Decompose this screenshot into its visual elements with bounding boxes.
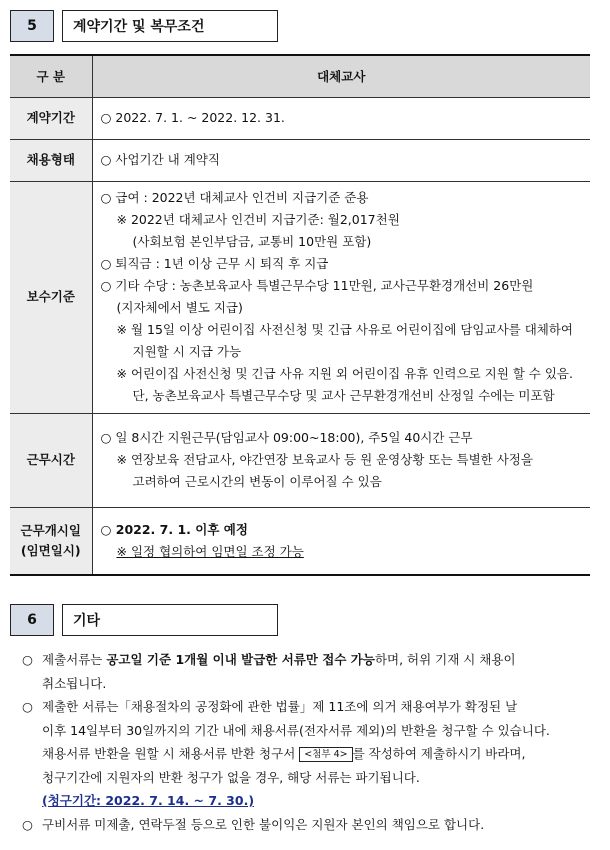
section-6-title: 기타: [62, 604, 278, 636]
row-label-start: 근무개시일: [20, 522, 81, 538]
note-item: [22, 813, 597, 837]
row-label-employment: 채용형태: [10, 139, 92, 181]
note-text: 하며, 허위 기재 시 채용이: [374, 652, 516, 667]
row-start-date: [10, 507, 590, 575]
row-contract-period: [10, 97, 590, 139]
header-category: 구 분: [10, 55, 92, 97]
pay-line: 지원할 시 지급 가능: [132, 344, 242, 359]
circle-bullet-icon: ○: [22, 816, 33, 832]
pay-line: 단, 농촌보육교사 특별근무수당 및 교사 근무환경개선비 산정일 수에는 미포함: [132, 388, 555, 403]
header-value: 대체교사: [92, 55, 590, 97]
hours-line: ※ 연장보육 전담교사, 야간연장 보육교사 등 원 운영상황 또는 특별한 사정을: [116, 452, 533, 467]
note-text: 채용서류 반환을 원할 시 채용서류 반환 청구서: [42, 746, 300, 761]
other-notes: [22, 648, 597, 836]
section-6-header: [10, 604, 278, 636]
conditions-table: [10, 54, 590, 576]
row-label-start-sub: (임면일시): [20, 542, 81, 558]
table-header-row: [10, 55, 590, 97]
note-text: 청구기간에 지원자의 반환 청구가 없을 경우, 해당 서류는 파기됩니다.: [42, 769, 420, 785]
section-5-number: 5: [10, 10, 54, 42]
start-line: ○ 2022. 7. 1. 이후 예정: [100, 521, 248, 537]
note-text: 제출서류는: [42, 652, 107, 667]
pay-line: ○ 퇴직금 : 1년 이상 근무 시 퇴직 후 지급: [100, 256, 329, 271]
circle-bullet-icon: ○: [22, 699, 33, 714]
note-item: [22, 648, 597, 695]
start-note: ※ 일정 협의하여 임면일 조정 가능: [116, 543, 304, 559]
pay-line: ○ 급여 : 2022년 대체교사 인건비 지급기준 준용: [100, 190, 369, 205]
note-text: 취소됩니다.: [42, 675, 107, 691]
section-5-header: [10, 10, 278, 42]
period-value: ○ 2022. 7. 1. ~ 2022. 12. 31.: [100, 110, 285, 125]
pay-line: (지자체에서 별도 지급): [116, 300, 243, 315]
section-6-number: 6: [10, 604, 54, 636]
row-label-pay: 보수기준: [10, 181, 92, 413]
pay-line: ○ 기타 수당 : 농촌보육교사 특별근무수당 11만원, 교사근무환경개선비 26만원: [100, 278, 534, 293]
note-text: 구비서류 미제출, 연락두절 등으로 인한 불이익은 지원자 본인의 책임으로 합니다.: [42, 816, 485, 832]
pay-line: (사회보험 본인부담금, 교통비 10만원 포함): [132, 234, 372, 249]
row-work-hours: [10, 413, 590, 507]
row-employment-type: [10, 139, 590, 181]
section-5-title: 계약기간 및 복무조건: [62, 10, 278, 42]
circle-bullet-icon: ○: [22, 652, 33, 667]
note-text: 이후 14일부터 30일까지의 기간 내에 채용서류(전자서류 제외)의 반환을 청구할 수 있습니다.: [42, 722, 550, 738]
row-label-hours: 근무시간: [10, 413, 92, 507]
pay-line: ※ 월 15일 이상 어린이집 사전신청 및 긴급 사유로 어린이집에 담임교사를 대체하여: [116, 322, 573, 337]
note-text-bold: 공고일 기준 1개월 이내 발급한 서류만 접수 가능: [106, 652, 375, 667]
note-text: 를 작성하여 제출하시기 바라며,: [352, 746, 526, 761]
attachment-4-label: <첨부 4>: [299, 747, 352, 762]
pay-line: ※ 2022년 대체교사 인건비 지급기준: 월2,017천원: [116, 212, 400, 227]
hours-line: 고려하여 근로시간의 변동이 이루어질 수 있음: [132, 474, 382, 489]
row-pay-standard: [10, 181, 590, 413]
pay-line: ※ 어린이집 사전신청 및 긴급 사유 지원 외 어린이집 유휴 인력으로 지원 할 수 있음.: [116, 366, 573, 381]
employment-value: ○ 사업기간 내 계약직: [100, 152, 220, 167]
claim-period: (청구기간: 2022. 7. 14. ~ 7. 30.): [42, 793, 255, 808]
note-item: [22, 695, 597, 813]
hours-line: ○ 일 8시간 지원근무(담임교사 09:00~18:00), 주5일 40시간 근무: [100, 430, 473, 445]
note-text: 제출한 서류는「채용절차의 공정화에 관한 법률」제 11조에 의거 채용여부가 확정된 날: [42, 699, 518, 714]
row-label-period: 계약기간: [10, 97, 92, 139]
